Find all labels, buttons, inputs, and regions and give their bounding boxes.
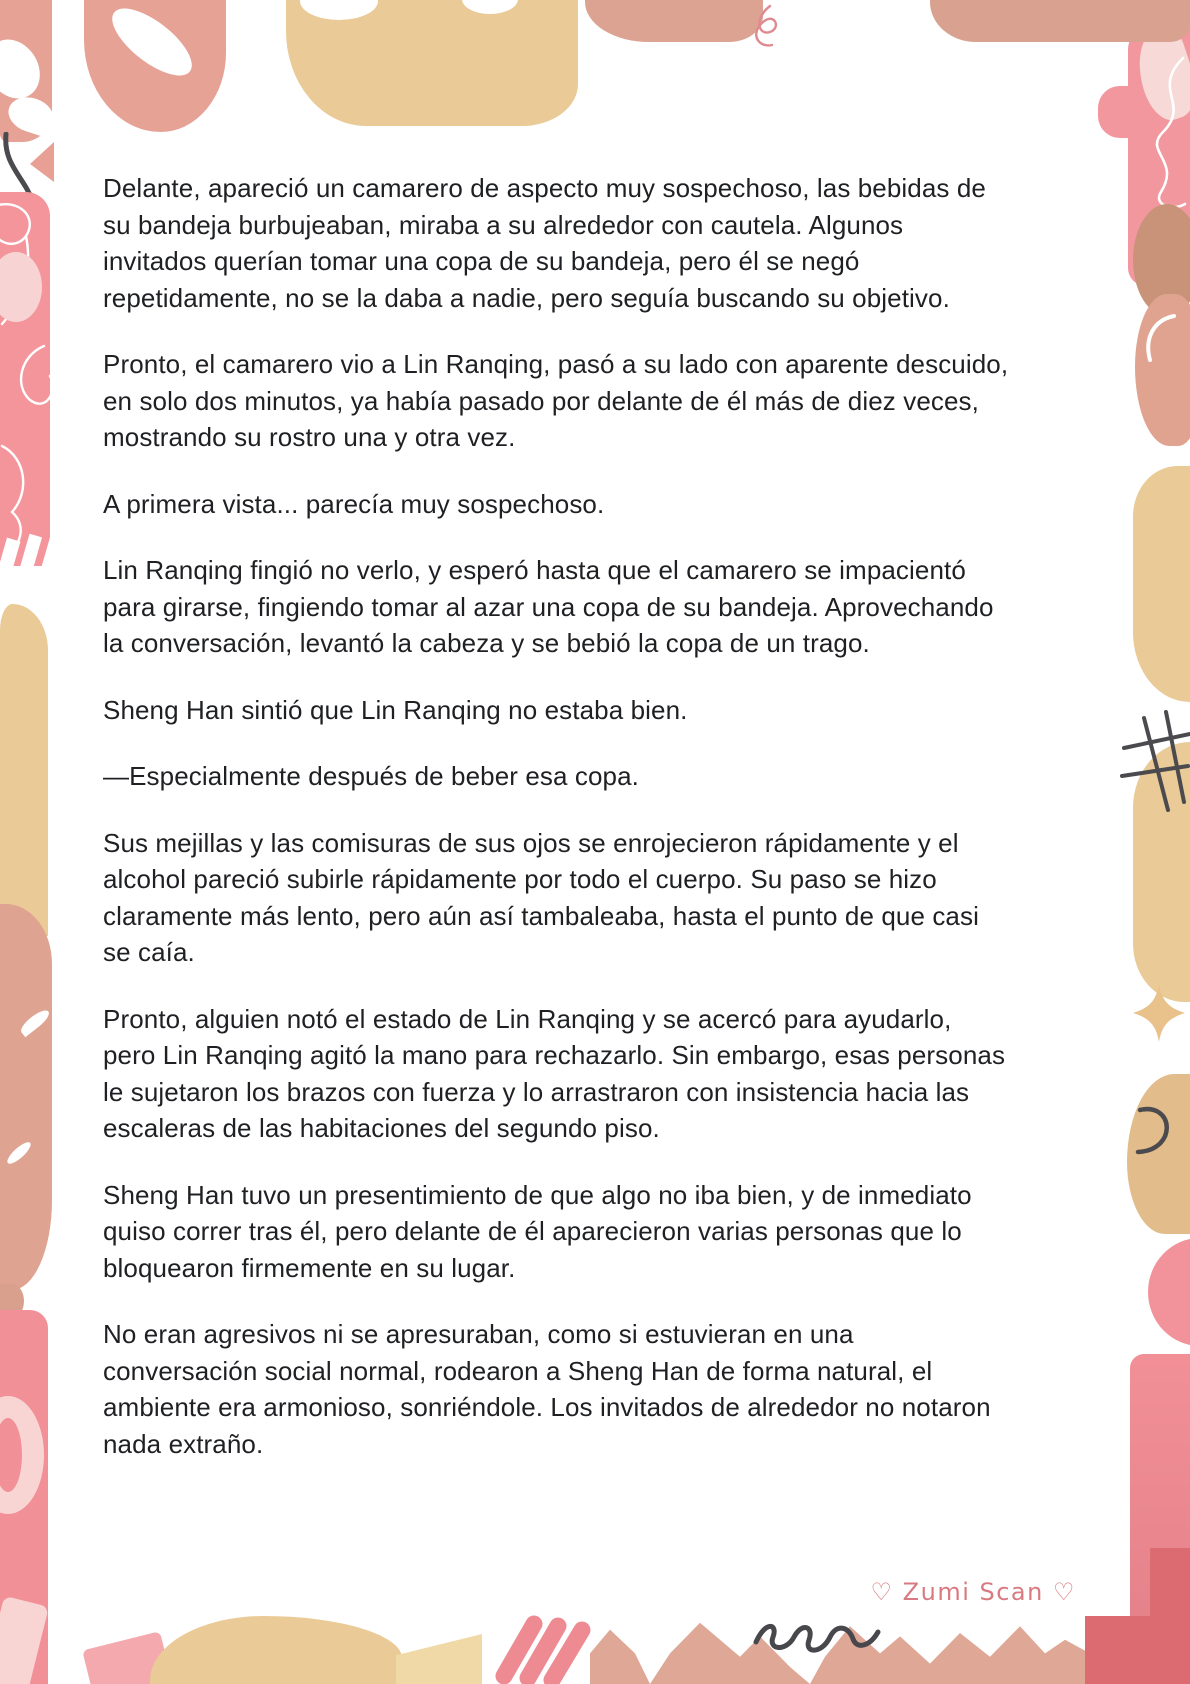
pink-blob-decoration [1098, 86, 1138, 138]
paragraph: A primera vista... parecía muy sospechoso. [103, 488, 605, 519]
paragraph: Sheng Han sintió que Lin Ranqing no estaba bien. [103, 694, 688, 725]
story-text [103, 170, 1011, 1492]
arc-doodle-icon [1128, 1100, 1176, 1158]
paragraph: Sus mejillas y las comisuras de sus ojos se enrojecieron rápidamente y el alcohol pareció subirle rápidamente por todo el cuerpo. Su paso se hizo claramente más lento, pero aún así tambaleaba, hasta el punto de que casi se caía. [103, 827, 979, 967]
paragraph: Sheng Han tuvo un presentimiento de que algo no iba bien, y de inmediato quiso correr tras él, pero delante de él aparecieron varias personas que lo bloquearon firmemente en su lugar. [103, 1179, 972, 1283]
sparkle-icon [1133, 984, 1185, 1042]
paragraph: Lin Ranqing fingió no verlo, y esperó hasta que el camarero se impacientó para girarse, fingiendo tomar al azar una copa de su bandeja. Aprovechando la conversación, levantó la cabeza y se bebió la copa de un trago. [103, 555, 994, 658]
script-squiggle-icon [1133, 52, 1190, 220]
tan-cone-decoration [396, 1634, 482, 1684]
scan-group-watermark: ♡ Zumi Scan ♡ [870, 1578, 1076, 1606]
squiggle-line-icon [752, 1610, 884, 1670]
paragraph: Pronto, alguien notó el estado de Lin Ranqing y se acercó para ayudarlo, pero Lin Ranqing agitó la mano para rechazarlo. Sin embargo, esas personas le sujetaron los brazos con fuerza y lo arrastraron con insistencia hacia las escaleras de las habitaciones del segundo piso. [103, 1003, 1006, 1143]
tan-column-decoration [0, 604, 48, 936]
salmon-column-decoration [0, 904, 52, 1290]
paragraph: Delante, apareció un camarero de aspecto muy sospechoso, las bebidas de su bandeja burbujeaban, miraba a su alrededor con cautela. Algunos invitados querían tomar una copa de su bandeja, pero él se negó repetidamente, no se la daba a nadie, pero seguía buscando su objetivo. [103, 173, 986, 313]
tan-blob-decoration [1133, 466, 1190, 702]
flower-doodle-icon [0, 196, 50, 564]
tan-blob-decoration [150, 1616, 402, 1684]
rose-blob-decoration [930, 0, 1190, 42]
paragraph: No eran agresivos ni se apresuraban, como si estuvieran en una conversación social normal, rodearon a Sheng Han de forma natural, el ambiente era armonioso, sonriéndole. Los invitados de alrededor no notaron nada extraño. [103, 1319, 991, 1459]
rose-blob-decoration [585, 0, 763, 42]
bow-doodle-icon [742, 2, 796, 50]
paragraph: —Especialmente después de beber esa copa. [103, 761, 639, 791]
paragraph: Pronto, el camarero vio a Lin Ranqing, pasó a su lado con aparente descuido, en solo dos minutos, ya había pasado por delante de él más de diez veces, mostrando su rostro una y otra vez. [103, 349, 1009, 452]
hashtag-doodle-icon [1120, 710, 1190, 828]
brush-strokes-icon [482, 1612, 606, 1684]
pink-circle-decoration [1148, 1238, 1190, 1346]
highlight-arc-icon [1142, 312, 1180, 364]
